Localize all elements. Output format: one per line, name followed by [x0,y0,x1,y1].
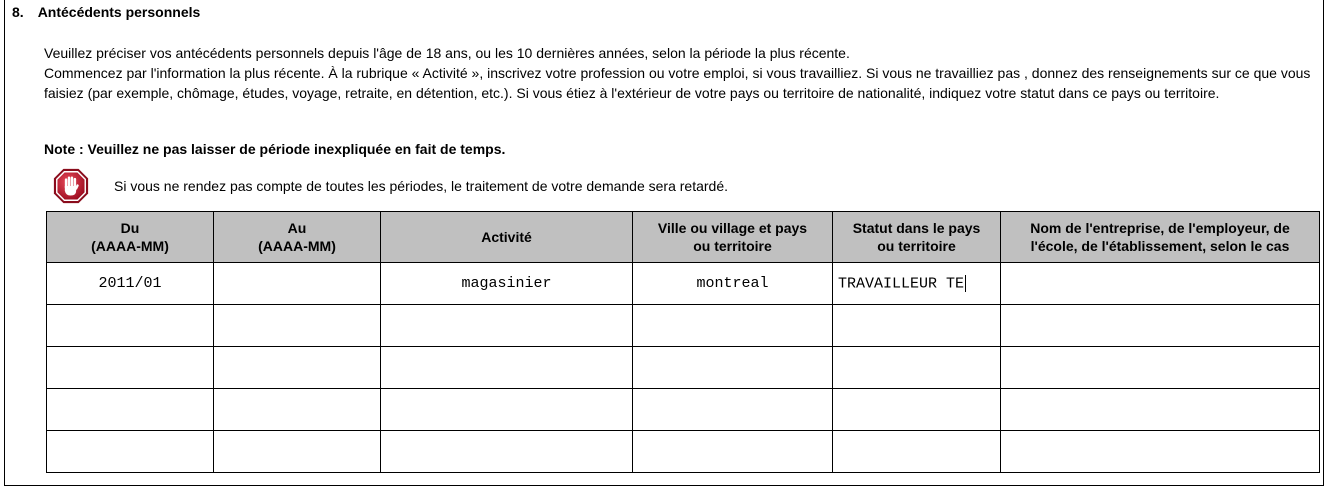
activity-field[interactable] [381,347,633,389]
to-date-field[interactable] [214,263,381,305]
from-date-field[interactable] [47,347,214,389]
section-number: 8. [12,4,24,20]
header-status: Statut dans le pays ou territoire [833,212,1001,263]
activity-field[interactable] [381,389,633,431]
table-row [47,263,1320,305]
header-to-date: Au (AAAA-MM) [214,212,381,263]
status-field[interactable] [833,305,1001,347]
header-employer-name: Nom de l'entreprise, de l'employeur, de l'école, de l'établissement, selon le cas [1001,212,1320,263]
employer-name-field[interactable] [1001,389,1320,431]
employer-name-field[interactable] [1001,431,1320,473]
table-header-row [47,212,1320,263]
section-heading [12,4,200,20]
from-date-field[interactable]: 2011/01 [47,263,214,305]
from-date-field[interactable] [47,431,214,473]
to-date-field[interactable] [214,431,381,473]
from-date-field[interactable] [47,389,214,431]
header-activity: Activité [381,212,633,263]
status-field[interactable] [833,431,1001,473]
city-country-field[interactable]: montreal [633,263,833,305]
personal-history-table [46,211,1320,473]
to-date-field[interactable] [214,305,381,347]
employer-name-field[interactable] [1001,263,1320,305]
instructions-line-2: Commencez par l'information la plus récente. À la rubrique « Activité », inscrivez votre profession ou votre emploi, si vous travailliez. Si vous ne travailliez pas , donnez des renseignements sur ce que vous faisiez (par exemple, chômage, études, voyage, retraite, en détention, etc.). Si vous étiez à l'extérieur de votre pays ou territoire de nationalité, indiquez votre statut dans ce pays ou territoire. [44,65,1311,101]
note-text: Note : Veuillez ne pas laisser de période inexpliquée en fait de temps. [44,141,506,157]
activity-field[interactable] [381,431,633,473]
instructions-line-1: Veuillez préciser vos antécédents personnels depuis l'âge de 18 ans, ou les 10 dernières années, selon la période la plus récente. [44,45,850,61]
section-title: Antécédents personnels [37,4,201,20]
city-country-field[interactable] [633,305,833,347]
status-field[interactable] [833,263,1001,305]
city-country-field[interactable] [633,389,833,431]
status-field[interactable] [833,389,1001,431]
table-row [47,431,1320,473]
city-country-field[interactable] [633,431,833,473]
table-row [47,305,1320,347]
employer-name-field[interactable] [1001,305,1320,347]
activity-field[interactable]: magasinier [381,263,633,305]
activity-field[interactable] [381,305,633,347]
warning-row [52,167,728,205]
instructions-block [44,43,1319,103]
text-cursor [965,275,966,292]
header-city-country: Ville ou village et pays ou territoire [633,212,833,263]
header-from-date: Du (AAAA-MM) [47,212,214,263]
city-country-field[interactable] [633,347,833,389]
status-field-value: TRAVAILLEUR TE [838,275,965,293]
table-row [47,347,1320,389]
warning-text: Si vous ne rendez pas compte de toutes les périodes, le traitement de votre demande sera retardé. [114,178,729,194]
table-row [47,389,1320,431]
from-date-field[interactable] [47,305,214,347]
stop-hand-icon [52,167,90,205]
to-date-field[interactable] [214,389,381,431]
to-date-field[interactable] [214,347,381,389]
status-field[interactable] [833,347,1001,389]
employer-name-field[interactable] [1001,347,1320,389]
